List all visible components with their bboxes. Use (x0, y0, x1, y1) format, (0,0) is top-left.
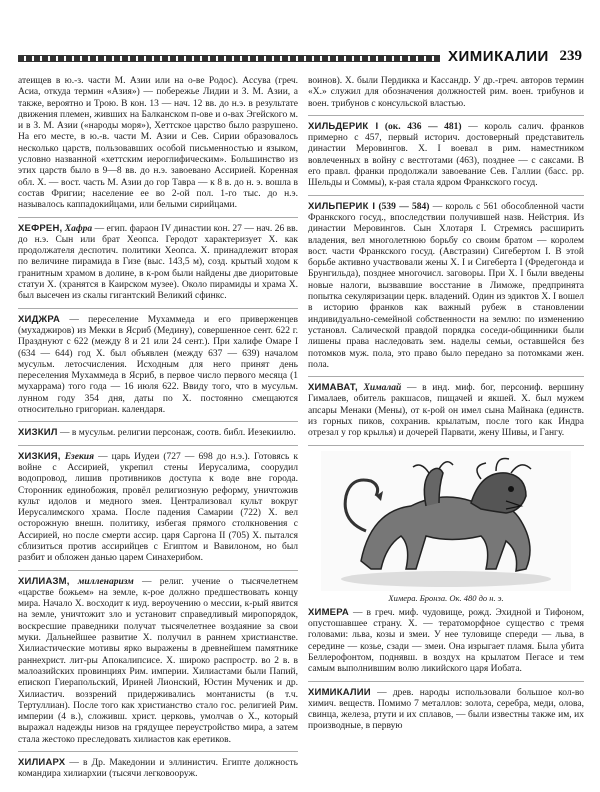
alt-name: милленаризм (77, 576, 134, 587)
entry-khilperik (308, 201, 584, 377)
page-number: 239 (559, 48, 582, 64)
entry-text: — царь Иудеи (727 — 698 до н.э.). Готовясь к войне с Ассирией, укрепил стены Иерусалима, соорудил водопровод, лишив противников доступа к воде вне города. Сторонник единобожия, провёл религиозную реформу, уничтожив культ идолов и медного змея. Централизовал культ вокруг Иерусалимского храма. После падения Самарии (722) Х. вел осторожную внешн. политику, избегая прямого столкновения с Ассирией, но после смерти ассир. царя Саргона II (705) Х. пытался сблизиться против ассирийцев с Египтом и Вавилоном, но был разбит и обложен данью царем Синахерибом. (18, 451, 299, 564)
running-title: ХИМИКАЛИИ (448, 48, 549, 65)
entry-text: — в инд. миф. бог, персониф. вершину Гималаев, обитель ракшасов, пищачей и якшей. Х. был мужем апсары Менаки (Мены), от к-рой он имел сына Майнака (единств. из горных пиков, сохранив. крылатым, после того как Индра отрезал у гор крылья) и дочерей Парвати, жену Шивы, и Гангу. (308, 383, 585, 439)
entry-text: — в Др. Македонии и эллинистич. Египте должность командира хилиархии (тысячи легковооруж. (18, 758, 298, 780)
entry-text: — король с 561 обособленной части Франкского госуд., впоследствии получившей назв. Нейстрия. Из династии Меровингов. Сын Хлотаря I. Стремясь расширить владения, вел многолетнюю борьбу со своим братом — королем вост. части Франкского госуд. (Австразии) Сигебертом I. В этой борьбе активно участвовали жены Х. I и Сигеберта I (Фредегонда и Брунгильда), позднее многочисл. заговоры. При Х. I были введены новые налоги, вызвавшие восстание в Лиможе, предпринята попытка секуляризации церк. владений. Один из эдиктов Х. I вошел в историю франков как важный рубеж в становлении индивидуально-семейной собственности на землю: по изменению установл. Салической правдой порядка соседи-общинники были лишены права наследовать зем. наделы семьи, оставшейся без потомков муж. пола, это право было передано за потомками жен. пола. (308, 201, 585, 370)
figure-caption: Химера. Бронза. Ок. 480 до н. э. (388, 592, 504, 603)
headword: ХИМИКАЛИИ (308, 686, 371, 698)
headword: ХИМАВАТ, (308, 382, 358, 394)
entry-continued (308, 76, 584, 116)
entry-continued (18, 76, 298, 218)
headword: ХИЗКИЯ, (18, 450, 61, 462)
entry-dates: (ок. 436 — 481) (384, 121, 462, 132)
headword: ХИДЖРА (18, 313, 61, 325)
headword: ХИЛИАЗМ, (18, 575, 70, 587)
alt-name: Хафра (64, 223, 93, 234)
entry-khidzhra (18, 314, 298, 423)
right-column (308, 76, 584, 743)
entry-khiliarkh (18, 757, 298, 786)
headword: ХЕФРЕН, (18, 222, 63, 234)
entry-text: — религ. учение о тысячелетнем «царстве божьем» на земле, к-рое должно предшествовать концу мира. Начало Х. восходит к иуд. вероучению о мессии, к-рый явится на земле, уничтожит зло и установит справедливый миропорядок, воскресшие праведники получат тысячелетнее воздаяние за свои муки. Дальнейшее развитие Х. получил в раннем христианстве. Хилиастические мотивы ярко выражены в древнейшем памятнике раннехрист. лит-ры Апокалипсисе. Х. широко распростр. во 2 в. в малоазийских провинциях Рим. империи. Хилиастами были Папий, епископ Гиерапольский, Ириней Лионский, Юстин Мученик и др. Хилиастич. воззрений придерживались монтанисты (в т.ч. Тертуллиан). После того как христианство стало гос. религией Рим. империи (4 в.), сложивш. христ. церковь, умолчав о Х., который выражал надежды низов на грядущее переустройство мира, а затем стала жестоко преследовать хилиастов как еретиков. (18, 576, 299, 745)
entry-khimera (308, 451, 584, 682)
entry-khiliazm (18, 576, 298, 752)
alt-name: Езекия (64, 451, 94, 462)
entry-text: — в греч. миф. чудовище, рожд. Эхидной и Тифоном, опустошавшее страну. Х. — тератоморфное существо с тремя головами: льва, козы и змеи. У нее туловище спереди — льва, в середине — козье, сзади — змеи. Она изрыгает пламя. Была убита Беллерофонтом, поднявш. в воздух на крылатом Пегасе и тем самым выполнившим волю ликийского царя Иобата. (308, 607, 585, 675)
running-header (18, 46, 582, 72)
entry-khizkiya (18, 451, 298, 571)
entry-text: — король салич. франков примерно с 457, первый историч. достоверный представитель династии Меровингов. Х. I воевал в рим. наместником вовлеченных в войну с вестготами (463), позднее — с саксами. В его правл. франки продолжали завоевание Сев. Галлии (басс. рр. Шельды и Соммы), к-рая стала ядром Франкского госуд. (308, 121, 584, 189)
entry-text: — егип. фараон IV династии кон. 27 — нач. 26 вв. до н.э. Сын или брат Хеопса. Геродот характеризует Х. как продолжателя деспотич. политики Хеопса. Х. принадлежит вторая по величине пирамида в Гизе (выс. 143,5 м), созд. крытый ходом к гранитным храмом в долине, в к-ром были найдены две диоритовые статуи Х. (хранятся в Каирском музее). Около пирамиды и храма Х. был высечен из скалы гигантский Великий сфинкс. (18, 223, 298, 302)
headword: ХИЗКИЛ (18, 427, 58, 439)
header-ornament-rule (18, 55, 440, 62)
entry-text: — в мусульм. религии персонаж, соотв. библ. Иезекиилю. (59, 428, 296, 439)
headword: ХИЛЬПЕРИК I (308, 200, 376, 212)
headword: ХИМЕРА (308, 606, 349, 618)
entry-khimikalii (308, 687, 584, 738)
entry-dates: (539 — 584) (378, 201, 430, 212)
chimera-bronze-illustration (321, 451, 571, 591)
entry-khilderik (308, 121, 584, 196)
entry-text: атеищев в ю.-з. части М. Азии или на о-ве Родос). Ассува (греч. Асиа, откуда термин «Азия») — побережье Лидии и З. М. Азии, а также, вероятно и Трою. В кон. 13 — нач. 12 вв. до н.э. в результате движения племен, живших на Балканском п-ове и о-вах Эгейского м. и в З. М. Азии («народы моря»), Хеттское царство было разрушено. На его месте, в ю.-в. части М. Азии и Сев. Сирии образовалось несколько царств, пользовавших особой письменностью и языком, условно названной «хеттским иероглифическим». Большинство из этих царств было в 9—8 вв. до н.э. завоевано Ассирией. Коренная обл. Х. — вост. часть М. Азии до гор Тавра — к 8 в. до н. э. вошла в состав Фригии; население ее во 2-ой пол. 1-го тыс. до н.э. называлось каппадокийцами, или белыми сирийцами. (18, 76, 298, 211)
entry-khizkil (18, 427, 298, 445)
entry-khefren (18, 223, 298, 309)
entry-text: — древ. народы использовали большое кол-во химич. веществ. Помимо 7 металлов: золота, серебра, меди, олова, свинца, железа, ртути и их сплавов, — были известны также им, их производные, в первую (308, 687, 584, 732)
chimera-figure (308, 451, 584, 603)
entry-text: — переселение Мухаммеда и его приверженцев (мухаджиров) из Мекки в Ясриб (Медину), совершенное сент. 622 г. Празднуют с 622 (между 8 и 21 или 24 сент.). При халифе Омаре I (634 — 644) год Х. был объявлен (между 637 — 639) началом мусульм. летосчисления. Исходным для него принят день переселения Мухаммеда в Ясриб, в первое число первого месяца (1 мухаррама) того года — 16 июля 622. Ввиду того, что в мусульм. лунном году 354 дня, даты по Х. постоянно смещаются относительно григориан. календаря. (18, 314, 298, 416)
entry-text: воинов). Х. были Пердикка и Кассандр. У др.-греч. авторов термин «Х.» служил для обозначения должностей рим. воен. трибунов и воен. трибунов с консульской властью. (308, 76, 584, 109)
headword: ХИЛЬДЕРИК I (308, 120, 379, 132)
headword: ХИЛИАРХ (18, 757, 66, 769)
alt-name: Хималай (363, 383, 402, 394)
entry-khimavat (308, 382, 584, 445)
left-column (18, 76, 298, 791)
